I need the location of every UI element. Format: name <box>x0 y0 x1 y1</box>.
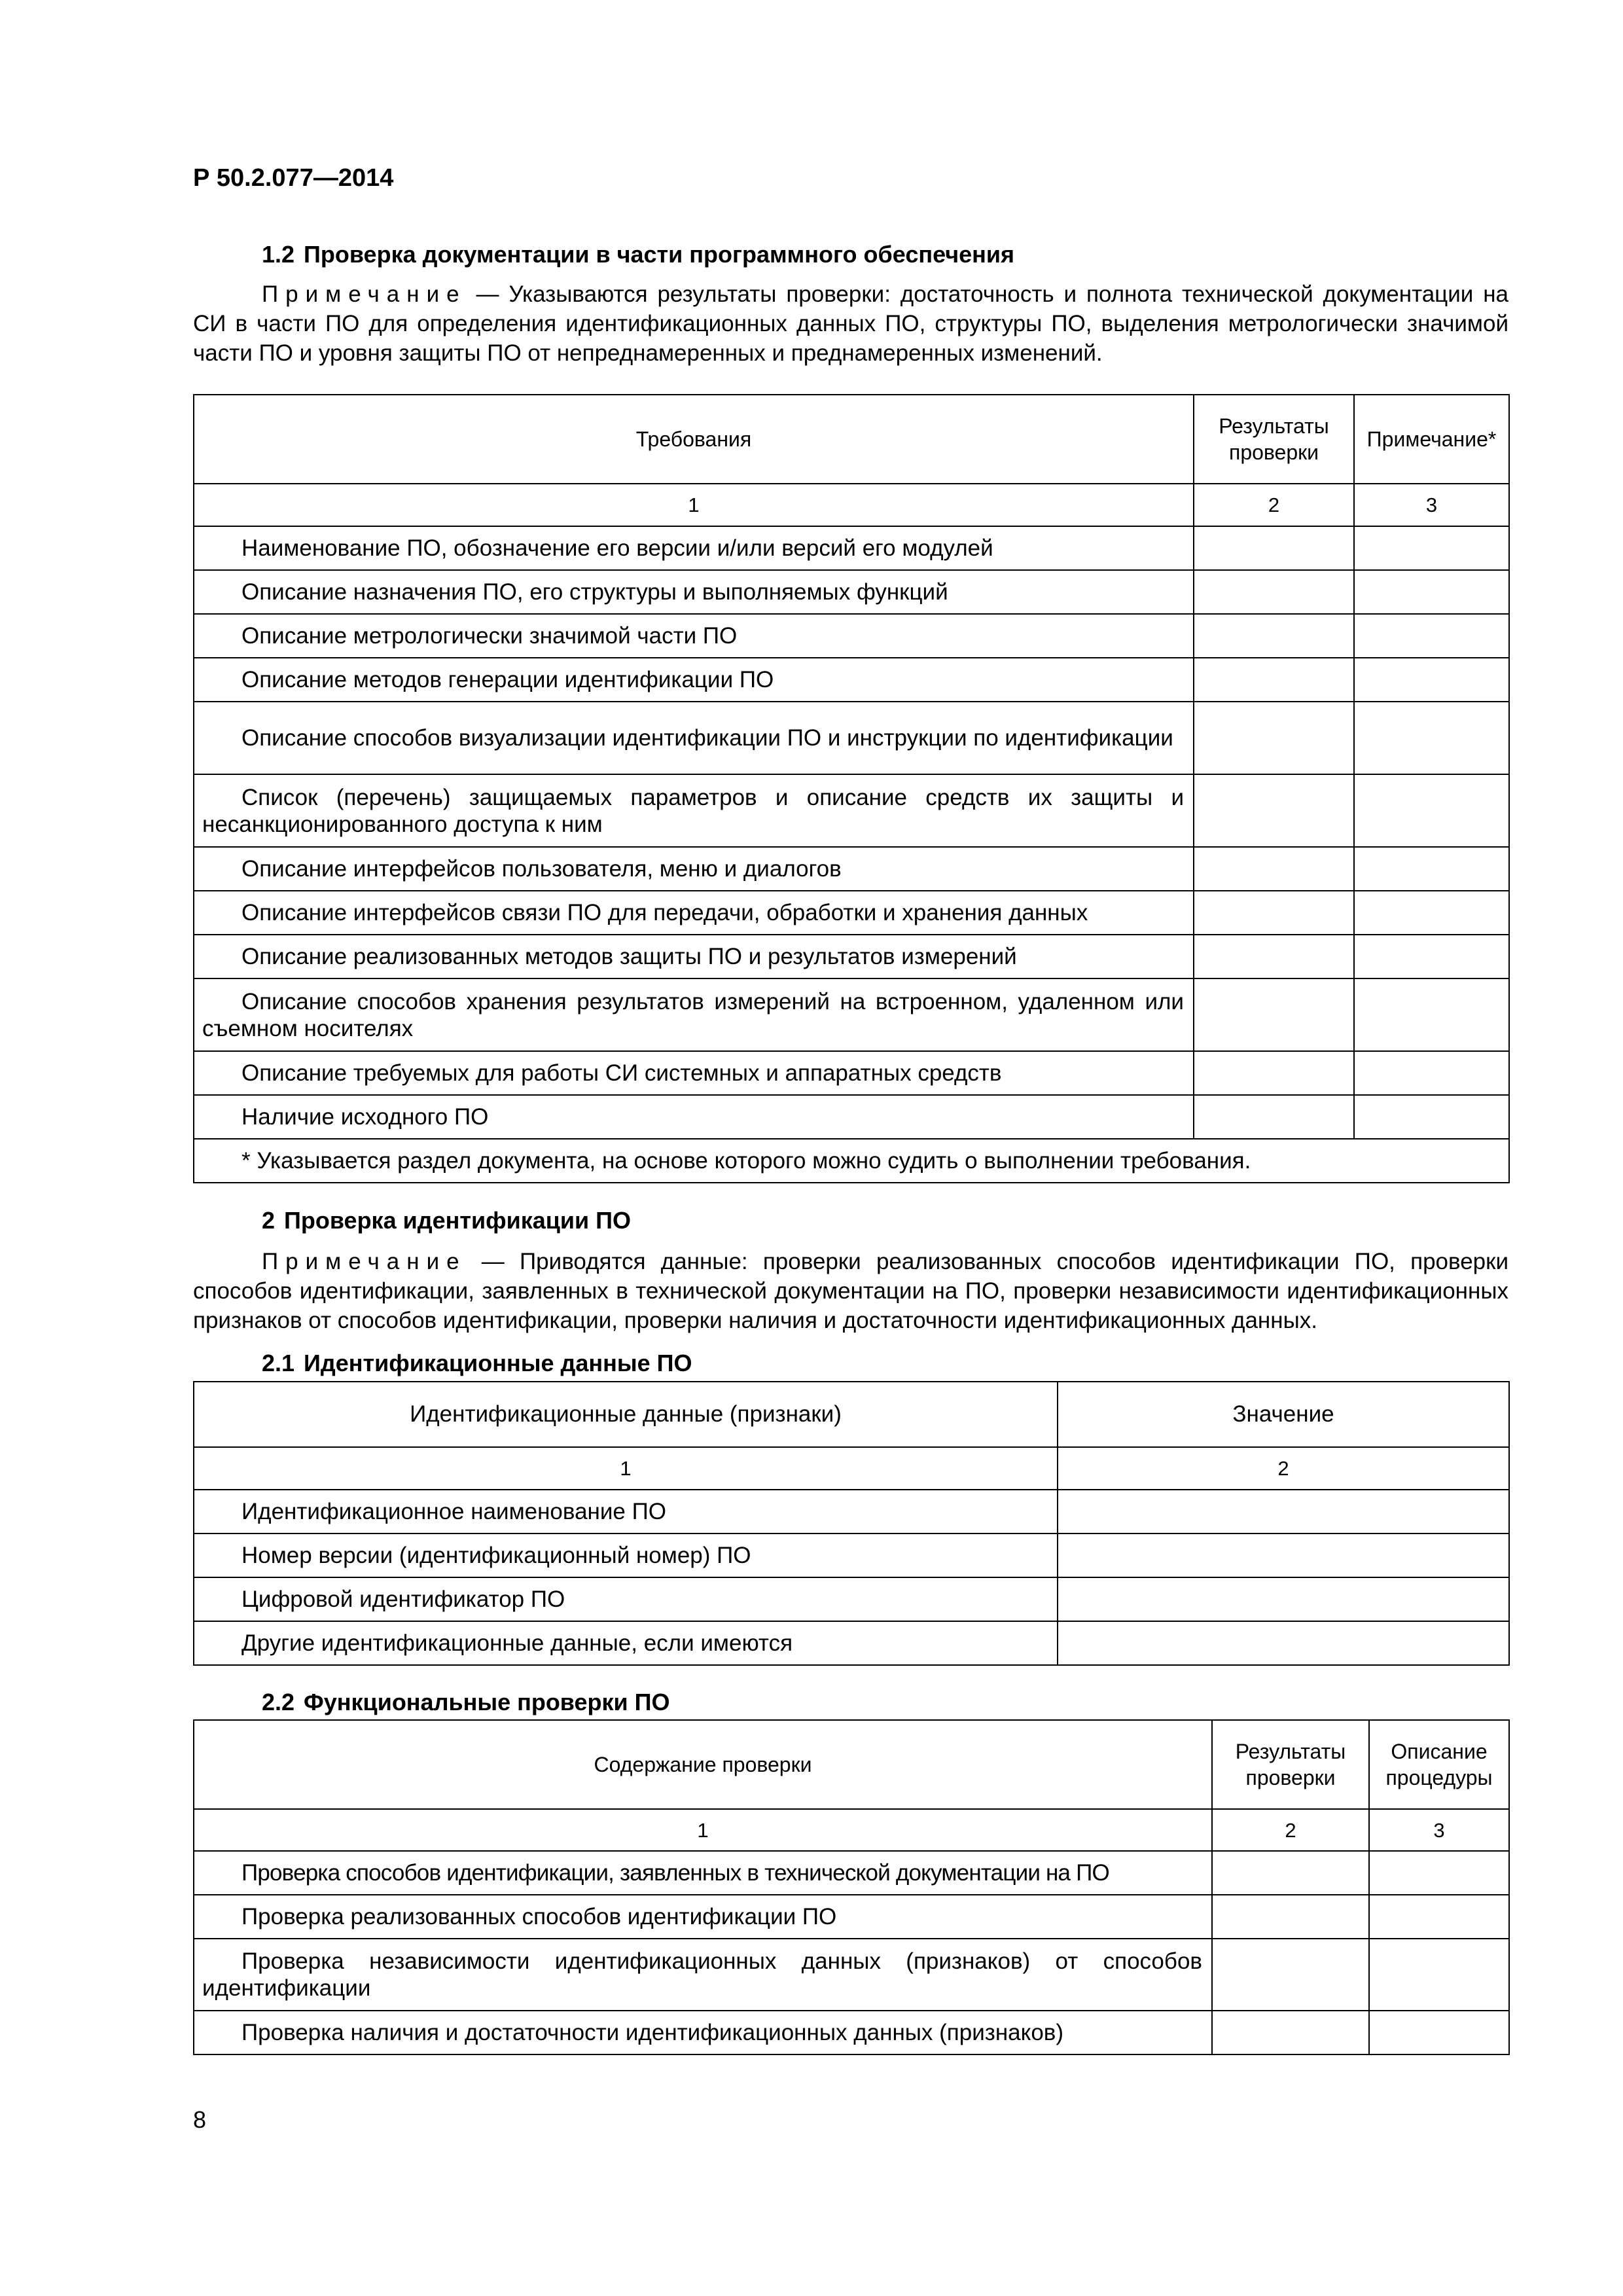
remark-cell <box>1354 1095 1509 1139</box>
column-number-row <box>194 484 1509 526</box>
value-cell <box>1058 1577 1509 1621</box>
column-number: 2 <box>1194 484 1354 526</box>
table-row <box>194 1621 1509 1665</box>
result-cell <box>1194 1051 1354 1095</box>
identification-field-cell: Другие идентификационные данные, если имеются <box>194 1621 1058 1665</box>
check-content-cell: Проверка независимости идентификационных данных (признаков) от способов идентификации <box>194 1939 1212 2011</box>
column-header: Требования <box>194 395 1194 484</box>
requirement-cell: Наличие исходного ПО <box>194 1095 1194 1139</box>
result-cell <box>1212 1851 1369 1895</box>
table-row <box>194 702 1509 774</box>
table-row <box>194 658 1509 702</box>
table-row <box>194 1939 1509 2011</box>
note-text: Приводятся данные: проверки реализованных способов идентификации ПО, проверки способов идентификации, заявленных в технической документации на ПО, проверки независимости идентификационных признаков от способов идентификации, проверки наличия и достаточности идентификационных данных. <box>193 1249 1508 1333</box>
remark-cell <box>1354 658 1509 702</box>
section-title-text: Идентификационные данные ПО <box>304 1350 692 1376</box>
column-number-row <box>194 1447 1509 1490</box>
section-number: 2.1 <box>262 1350 295 1376</box>
result-cell <box>1194 702 1354 774</box>
remark-cell <box>1354 702 1509 774</box>
remark-cell <box>1354 570 1509 614</box>
column-header: Результаты проверки <box>1212 1720 1369 1809</box>
column-header: Результаты проверки <box>1194 395 1354 484</box>
column-header: Описание процедуры <box>1369 1720 1509 1809</box>
result-cell <box>1212 2011 1369 2054</box>
section-number: 1.2 <box>262 241 295 268</box>
table-row <box>194 2011 1509 2054</box>
column-number: 1 <box>194 1447 1058 1490</box>
result-cell <box>1194 570 1354 614</box>
result-cell <box>1194 978 1354 1051</box>
column-number: 3 <box>1369 1809 1509 1851</box>
requirement-cell: Описание интерфейсов пользователя, меню и диалогов <box>194 847 1194 891</box>
note-text: Указываются результаты проверки: достаточность и полнота технической документации на СИ в части ПО для определения идентификационных данных ПО, структуры ПО, выделения метрологически значимой части ПО и уровня защиты ПО от непреднамеренных и преднамеренных изменений. <box>193 281 1508 366</box>
table-header-row <box>194 395 1509 484</box>
table-row <box>194 1895 1509 1939</box>
value-cell <box>1058 1490 1509 1534</box>
section-2-title <box>262 1206 631 1236</box>
table-footnote-row <box>194 1139 1509 1183</box>
section-1-2-note: Примечание — Указываются результаты проверки: достаточность и полнота технической документации на СИ в части ПО для определения идентификационных данных ПО, структуры ПО, выделения метрологически значимой части ПО и уровня защиты ПО от непреднамеренных и преднамеренных изменений. <box>193 281 1508 366</box>
result-cell <box>1194 526 1354 570</box>
identification-field-cell: Цифровой идентификатор ПО <box>194 1577 1058 1621</box>
document-code: Р 50.2.077—2014 <box>193 164 394 192</box>
column-number: 1 <box>194 484 1194 526</box>
requirement-cell: Список (перечень) защищаемых параметров и описание средств их защиты и несанкционированного доступа к ним <box>194 774 1194 847</box>
procedure-cell <box>1369 2011 1509 2054</box>
result-cell <box>1194 614 1354 658</box>
requirement-cell: Описание интерфейсов связи ПО для передачи, обработки и хранения данных <box>194 891 1194 935</box>
result-cell <box>1212 1895 1369 1939</box>
check-content-cell: Проверка реализованных способов идентификации ПО <box>194 1895 1212 1939</box>
remark-cell <box>1354 774 1509 847</box>
table-row <box>194 891 1509 935</box>
requirement-cell: Наименование ПО, обозначение его версии и/или версий его модулей <box>194 526 1194 570</box>
requirement-cell: Описание требуемых для работы СИ системных и аппаратных средств <box>194 1051 1194 1095</box>
result-cell <box>1194 1095 1354 1139</box>
table-row <box>194 935 1509 978</box>
value-cell <box>1058 1534 1509 1577</box>
remark-cell <box>1354 1051 1509 1095</box>
section-title-text: Проверка документации в части программного обеспечения <box>304 241 1015 268</box>
remark-cell <box>1354 526 1509 570</box>
section-2-1-title <box>262 1348 692 1378</box>
section-2-2-title <box>262 1687 670 1717</box>
section-title-text: Проверка идентификации ПО <box>284 1207 632 1234</box>
check-content-cell: Проверка способов идентификации, заявленных в технической документации на ПО <box>194 1851 1212 1895</box>
table-row <box>194 1534 1509 1577</box>
result-cell <box>1194 774 1354 847</box>
identification-field-cell: Номер версии (идентификационный номер) ПО <box>194 1534 1058 1577</box>
table-row <box>194 570 1509 614</box>
requirement-cell: Описание реализованных методов защиты ПО и результатов измерений <box>194 935 1194 978</box>
table-row <box>194 1577 1509 1621</box>
requirement-cell: Описание способов хранения результатов измерений на встроенном, удаленном или съемном носителях <box>194 978 1194 1051</box>
requirement-cell: Описание способов визуализации идентификации ПО и инструкции по идентификации <box>194 702 1194 774</box>
remark-cell <box>1354 935 1509 978</box>
result-cell <box>1194 891 1354 935</box>
section-number: 2.2 <box>262 1689 295 1715</box>
check-content-cell: Проверка наличия и достаточности идентификационных данных (признаков) <box>194 2011 1212 2054</box>
functional-checks-table <box>193 1719 1510 2055</box>
note-label: Примечание <box>262 281 467 307</box>
requirement-cell: Описание назначения ПО, его структуры и выполняемых функций <box>194 570 1194 614</box>
section-2-note: Примечание — Приводятся данные: проверки реализованных способов идентификации ПО, проверки способов идентификации, заявленных в технической документации на ПО, проверки независимости идентификационных признаков от способов идентификации, проверки наличия и достаточности идентификационных данных. <box>193 1249 1508 1333</box>
table-header-row <box>194 1382 1509 1447</box>
table-row <box>194 526 1509 570</box>
column-header: Значение <box>1058 1382 1509 1447</box>
table-row <box>194 847 1509 891</box>
column-number: 3 <box>1354 484 1509 526</box>
remark-cell <box>1354 614 1509 658</box>
result-cell <box>1194 847 1354 891</box>
procedure-cell <box>1369 1895 1509 1939</box>
requirement-cell: Описание метрологически значимой части ПО <box>194 614 1194 658</box>
result-cell <box>1212 1939 1369 2011</box>
table-footnote: * Указывается раздел документа, на основе которого можно судить о выполнении требования. <box>194 1139 1509 1183</box>
section-title-text: Функциональные проверки ПО <box>304 1689 670 1715</box>
table-row <box>194 1095 1509 1139</box>
section-1-2-title <box>262 240 1014 270</box>
remark-cell <box>1354 978 1509 1051</box>
requirement-cell: Описание методов генерации идентификации ПО <box>194 658 1194 702</box>
procedure-cell <box>1369 1939 1509 2011</box>
value-cell <box>1058 1621 1509 1665</box>
table-row <box>194 978 1509 1051</box>
procedure-cell <box>1369 1851 1509 1895</box>
column-header: Примечание* <box>1354 395 1509 484</box>
section-number: 2 <box>262 1207 276 1234</box>
remark-cell <box>1354 891 1509 935</box>
table-row <box>194 614 1509 658</box>
column-number: 2 <box>1058 1447 1509 1490</box>
column-number: 2 <box>1212 1809 1369 1851</box>
table-row <box>194 1851 1509 1895</box>
requirements-table <box>193 394 1510 1183</box>
table-row <box>194 1490 1509 1534</box>
identification-data-table <box>193 1381 1510 1666</box>
column-number: 1 <box>194 1809 1212 1851</box>
identification-field-cell: Идентификационное наименование ПО <box>194 1490 1058 1534</box>
page-number: 8 <box>193 2106 207 2133</box>
result-cell <box>1194 935 1354 978</box>
table-row <box>194 1051 1509 1095</box>
column-number-row <box>194 1809 1509 1851</box>
result-cell <box>1194 658 1354 702</box>
table-row <box>194 774 1509 847</box>
column-header: Содержание проверки <box>194 1720 1212 1809</box>
remark-cell <box>1354 847 1509 891</box>
column-header: Идентификационные данные (признаки) <box>194 1382 1058 1447</box>
note-label: Примечание <box>262 1249 467 1274</box>
table-header-row <box>194 1720 1509 1809</box>
